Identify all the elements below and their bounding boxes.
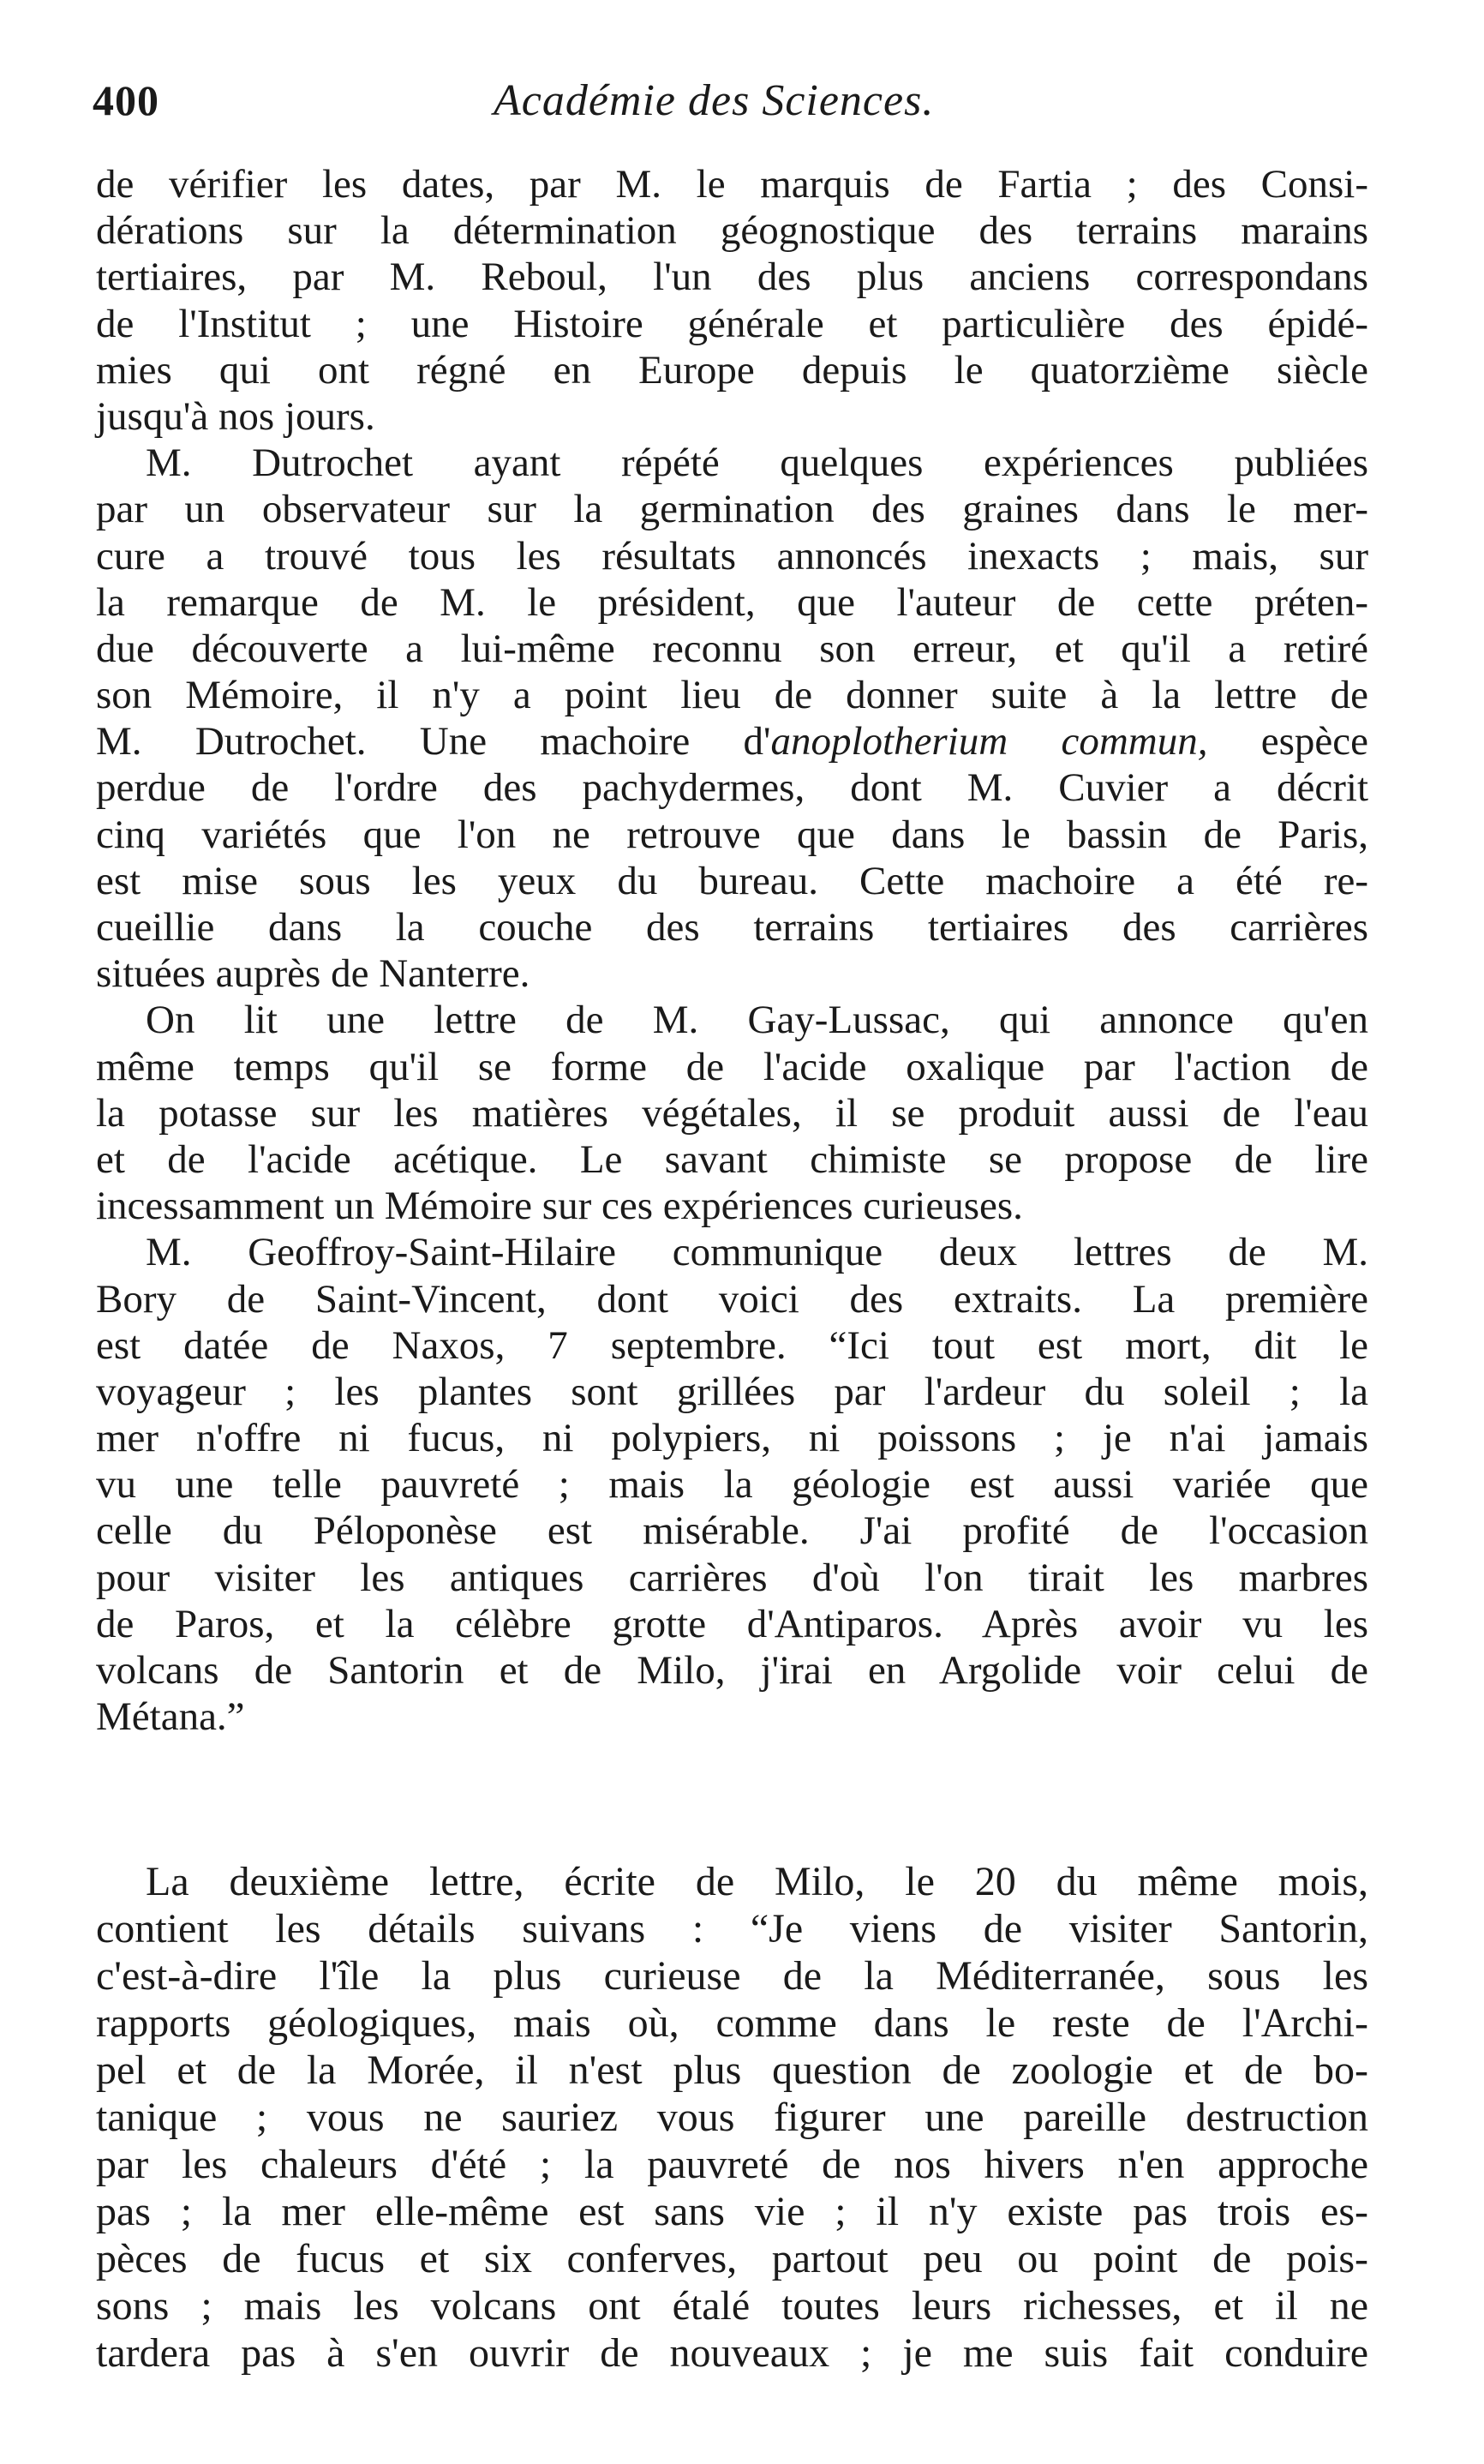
text-line: tardera pas à s'en ouvrir de nouveaux ; je me suis fait conduire bbox=[96, 2330, 1368, 2376]
text-line: mies qui ont régné en Europe depuis le quatorzième siècle bbox=[96, 347, 1368, 393]
text-line: La deuxième lettre, écrite de Milo, le 20 du même mois, bbox=[146, 1859, 1368, 1904]
text-line: pas ; la mer elle-même est sans vie ; il n'y existe pas trois es- bbox=[96, 2189, 1368, 2234]
text-line: son Mémoire, il n'y a point lieu de donner suite à la lettre de bbox=[96, 673, 1368, 718]
text-line: même temps qu'il se forme de l'acide oxalique par l'action de bbox=[96, 1044, 1368, 1089]
body-text-block bbox=[96, 161, 1368, 1740]
text-line: jusqu'à nos jours. bbox=[96, 393, 375, 439]
text-line: pèces de fucus et six conferves, partout peu ou point de pois- bbox=[96, 2236, 1368, 2281]
running-title: Académie des Sciences. bbox=[494, 76, 935, 125]
text-line: situées auprès de Nanterre. bbox=[96, 951, 530, 997]
text-line: par un observateur sur la germination des graines dans le mer- bbox=[96, 487, 1368, 532]
text-line: volcans de Santorin et de Milo, j'irai en Argolide voir celui de bbox=[96, 1648, 1368, 1693]
text-line-with-species bbox=[96, 718, 1368, 764]
text-line: de l'Institut ; une Histoire générale et particulière des épidé- bbox=[96, 301, 1368, 346]
text-line: cueillie dans la couche des terrains tertiaires des carrières bbox=[96, 905, 1368, 950]
text-line: sons ; mais les volcans ont étalé toutes leurs richesses, et il ne bbox=[96, 2283, 1368, 2329]
text-line: Bory de Saint-Vincent, dont voici des extraits. La première bbox=[96, 1276, 1368, 1322]
text-line: M. Geoffroy-Saint-Hilaire communique deux lettres de M. bbox=[146, 1230, 1368, 1275]
text-line: par les chaleurs d'été ; la pauvreté de nos hivers n'en approche bbox=[96, 2142, 1368, 2187]
text-line: rapports géologiques, mais où, comme dans le reste de l'Archi- bbox=[96, 2000, 1368, 2046]
text-line: voyageur ; les plantes sont grillées par l'ardeur du soleil ; la bbox=[96, 1369, 1368, 1414]
text-line: vu une telle pauvreté ; mais la géologie est aussi variée que bbox=[96, 1462, 1368, 1508]
text-line: incessamment un Mémoire sur ces expériences curieuses. bbox=[96, 1184, 1023, 1229]
text-line: M. Dutrochet ayant répété quelques expériences publiées bbox=[146, 441, 1368, 486]
text-line: c'est-à-dire l'île la plus curieuse de la Méditerranée, sous les bbox=[96, 1953, 1368, 1999]
text-line: de Paros, et la célèbre grotte d'Antiparos. Après avoir vu les bbox=[96, 1601, 1368, 1646]
species-name: anoplotherium commun, bbox=[770, 719, 1208, 764]
running-head bbox=[93, 75, 1378, 135]
text-line: mer n'offre ni fucus, ni polypiers, ni poissons ; je n'ai jamais bbox=[96, 1416, 1368, 1461]
text-line: la potasse sur les matières végétales, il se produit aussi de l'eau bbox=[96, 1090, 1368, 1136]
text-line: cure a trouvé tous les résultats annoncés inexacts ; mais, sur bbox=[96, 533, 1368, 579]
second-letter-block bbox=[96, 1858, 1368, 2377]
text-line: tertiaires, par M. Reboul, l'un des plus anciens correspondans bbox=[96, 255, 1368, 300]
text-line: est datée de Naxos, 7 septembre. “Ici tout est mort, dit le bbox=[96, 1322, 1368, 1368]
text-line: tanique ; vous ne sauriez vous figurer une pareille destruction bbox=[96, 2095, 1368, 2140]
text-line: pour visiter les antiques carrières d'où l'on tirait les marbres bbox=[96, 1555, 1368, 1600]
text-line: due découverte a lui-même reconnu son erreur, et qu'il a retiré bbox=[96, 626, 1368, 671]
text-line: celle du Péloponèse est misérable. J'ai profité de l'occasion bbox=[96, 1508, 1368, 1554]
text-line: Métana.” bbox=[96, 1694, 245, 1740]
text-line: de vérifier les dates, par M. le marquis de Fartia ; des Consi- bbox=[96, 162, 1368, 207]
text-line: pel et de la Morée, il n'est plus question de zoologie et de bo- bbox=[96, 2047, 1368, 2093]
text-line: perdue de l'ordre des pachydermes, dont M. Cuvier a décrit bbox=[96, 765, 1368, 811]
text-line: On lit une lettre de M. Gay-Lussac, qui annonce qu'en bbox=[146, 998, 1368, 1043]
text-line: la remarque de M. le président, que l'auteur de cette préten- bbox=[96, 579, 1368, 625]
text-line: contient les détails suivans : “Je viens de visiter Santorin, bbox=[96, 1906, 1368, 1951]
text-line: dérations sur la détermination géognostique des terrains marains bbox=[96, 208, 1368, 254]
text-line: cinq variétés que l'on ne retrouve que dans le bassin de Paris, bbox=[96, 812, 1368, 857]
line-start: M. Dutrochet. Une machoire d' bbox=[96, 719, 771, 764]
page-number: 400 bbox=[93, 76, 159, 124]
line-end: espèce bbox=[1207, 719, 1369, 764]
text-line: est mise sous les yeux du bureau. Cette machoire a été re- bbox=[96, 858, 1368, 903]
text-line: et de l'acide acétique. Le savant chimiste se propose de lire bbox=[96, 1136, 1368, 1182]
